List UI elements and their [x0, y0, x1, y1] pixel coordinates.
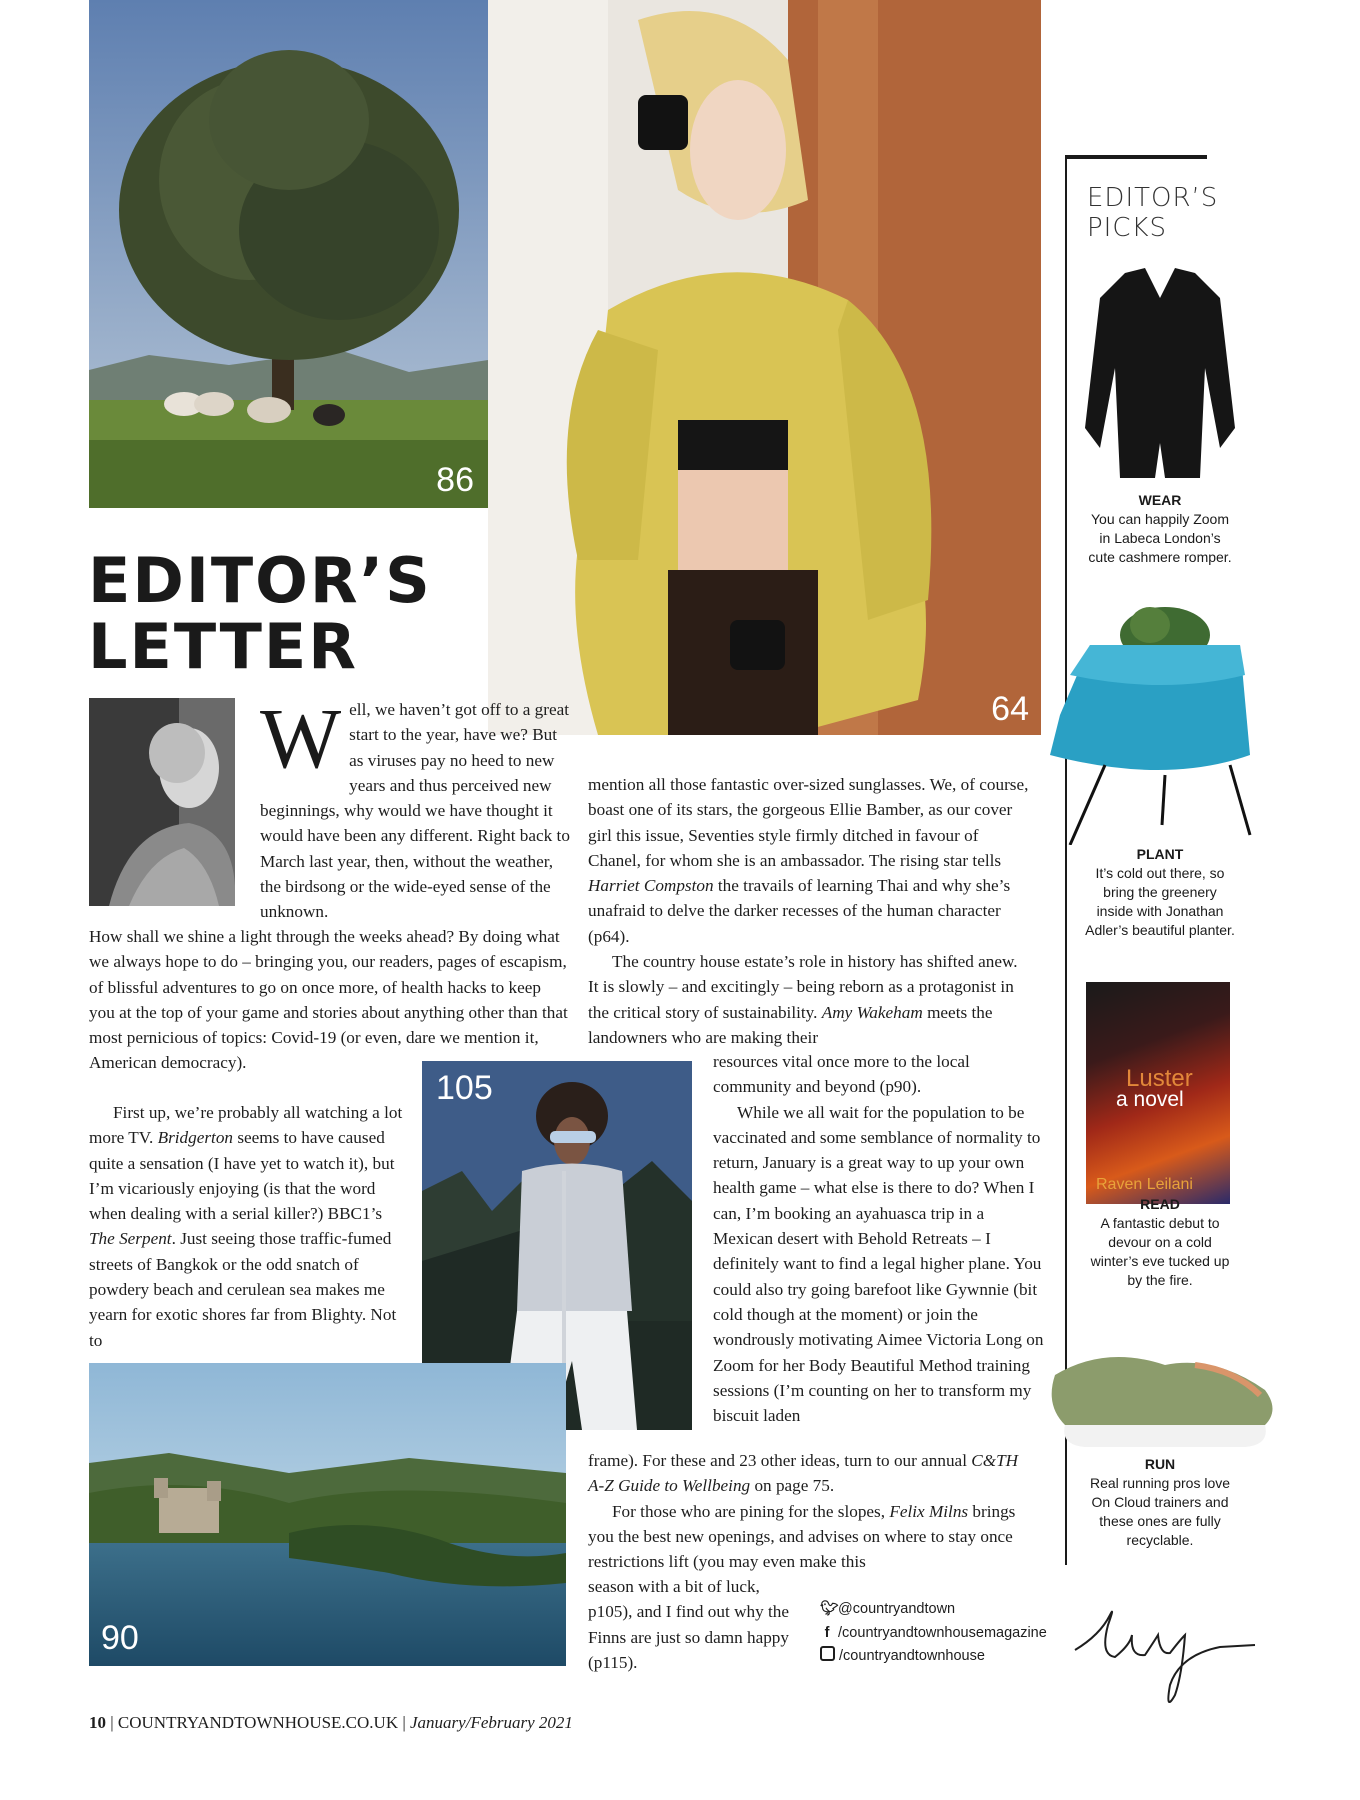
- pick-read-book: [1086, 982, 1230, 1204]
- pick-plant-image: [1050, 605, 1260, 845]
- col2-text-a: mention all those fantastic over-sized sunglasses. We, of course, boast one of its stars, the gorgeous Ellie Bamber, as our cover girl this issue, Seventies style firmly ditched in favour of Chanel, for whom she is an ambassador. The rising star tells: [588, 775, 1029, 870]
- book-title: Luster: [1126, 1065, 1193, 1092]
- pick-wear-label: WEAR: [1138, 492, 1182, 508]
- portrait-illustration: [89, 698, 235, 906]
- social-links: [820, 1598, 1080, 1669]
- tree-illustration: [89, 0, 488, 508]
- pick-wear-desc: You can happily Zoom in Labeca London’s cute cashmere romper.: [1088, 511, 1232, 565]
- book-subtitle: a novel: [1116, 1088, 1184, 1111]
- pick-read-desc: A fantastic debut to devour on a cold winter’s eve tucked up by the fire.: [1090, 1215, 1230, 1288]
- sidebar-title-line1: EDITOR’S: [1087, 183, 1219, 213]
- p2-text-c: . Just seeing those traffic-fumed streets of Bangkok or the odd snatch of powdery beach and cerulean sea makes me yearn for exotic shores far from Blighty. Not to: [89, 1229, 397, 1350]
- page-ref-105: 105: [436, 1069, 493, 1107]
- title-line1: EDITOR’S: [88, 544, 432, 617]
- p2-text-b: seems to have caused quite a sensation (I have yet to watch it), but I’m vicariously enjoying (is that the word when dealing with a serial killer?) BBC1’s: [89, 1128, 395, 1224]
- castle-illustration: [89, 1363, 566, 1666]
- page-number: 10: [89, 1713, 106, 1732]
- p3-text-a: The country house estate’s role in history has shifted anew. It is slowly – and excitingly – being reborn as a protagonist in the critical story of sustainability.: [588, 952, 1018, 1022]
- paragraph-2: [89, 1100, 409, 1353]
- pick-run-desc: Real running pros love On Cloud trainers and these ones are fully recyclable.: [1089, 1475, 1231, 1548]
- footer-sep-2: |: [402, 1713, 406, 1732]
- page-ref-90: 90: [101, 1619, 139, 1657]
- twitter-link[interactable]: [820, 1598, 1080, 1622]
- p3-em-amy: Amy Wakeham: [821, 1002, 923, 1022]
- signature-illustration: [1070, 1585, 1260, 1715]
- pick-run-label: RUN: [1144, 1456, 1176, 1472]
- sidebar-title: [1087, 183, 1218, 243]
- col2-em-harriet: Harriet Compston: [588, 876, 714, 896]
- planter-icon: [1050, 605, 1260, 845]
- page-title: [88, 544, 432, 683]
- cover-photo: [488, 0, 1041, 735]
- book-author: Raven Leilani: [1096, 1176, 1193, 1193]
- trainer-icon: [1045, 1335, 1285, 1455]
- instagram-handle: /countryandtownhouse: [839, 1648, 985, 1664]
- letter-col1-full: [89, 924, 571, 1076]
- intro-text: ell, we haven’t got off to a great start to the year, have we? But as viruses pay no heed to new years and thus perceived new beginnings, why would we have thought it would have been any different. Right back to March last year, then, without the weather, the birdsong or the wide-eyed sense of the unknown.: [260, 700, 570, 922]
- p3-text-b: meets the landowners who are making their: [588, 1002, 993, 1047]
- p2-em-serpent: The Serpent: [89, 1229, 172, 1249]
- instagram-icon: [820, 1646, 835, 1661]
- p2-em-bridgerton: Bridgerton: [157, 1128, 234, 1148]
- paragraph-3-cont: resources vital once more to the local community and beyond (p90).: [713, 1052, 970, 1097]
- footer-sep-1: |: [110, 1713, 114, 1732]
- cover-model-illustration: [488, 0, 1041, 735]
- pick-run-image: [1045, 1335, 1285, 1455]
- p5-text-b: brings you the best new openings, and advises on where to stay once restrictions lift (you may even make this: [588, 1501, 1016, 1572]
- letter-col2-low: [588, 1448, 1032, 1574]
- dropcap: W: [260, 690, 342, 786]
- footer-issue: January/February 2021: [410, 1713, 573, 1732]
- footer-site: COUNTRYANDTOWNHOUSE.CO.UK: [117, 1713, 399, 1732]
- pick-wear-image: [1080, 268, 1240, 488]
- facebook-icon: f: [824, 1624, 830, 1641]
- romper-icon: [1080, 268, 1240, 488]
- facebook-link[interactable]: [820, 1622, 1080, 1646]
- title-line2: LETTER: [88, 610, 358, 683]
- letter-col2-end: [588, 1574, 793, 1675]
- paragraph-5: [588, 1499, 1032, 1575]
- paragraph-3: [588, 949, 1032, 1050]
- letter-intro: [260, 690, 572, 925]
- p4-em-guide: C&TH A-Z Guide to Wellbeing: [588, 1451, 1019, 1496]
- editor-signature: [1070, 1585, 1260, 1715]
- p4-text-b: on page 75.: [750, 1476, 835, 1496]
- paragraph-4: While we all wait for the population to be vaccinated and some semblance of normality to return, January is a great way to up your own health game – what else is there to do? When I can, I’m booking an ayahuasca trip in a Mexican desert with Behold Retreats – I definitely want to find a legal higher plane. You could also try going barefoot like Gywnnie (bit cold though at the moment) or join the wondrously motivating Aimee Victoria Long on Zoom for her Body Beautiful Method training sessions (I’m counting on her to transform my biscuit laden: [713, 1102, 1044, 1426]
- editor-portrait: [89, 698, 235, 906]
- sidebar-rule-top: [1065, 155, 1207, 159]
- pick-plant-desc: It’s cold out there, so bring the greenery inside with Jonathan Adler’s beautiful planter.: [1085, 865, 1235, 938]
- tree-photo: [89, 0, 488, 508]
- pick-plant-label: PLANT: [1136, 846, 1184, 862]
- p5-text-a: For those who are pining for the slopes,: [612, 1501, 890, 1521]
- letter-col1-narrow: [89, 1100, 409, 1353]
- castle-photo: [89, 1363, 566, 1666]
- twitter-icon: 🐦︎: [820, 1601, 839, 1617]
- letter-col2-mid: [713, 1049, 1045, 1428]
- letter-col2-top: [588, 772, 1032, 1050]
- instagram-link[interactable]: [820, 1645, 1080, 1669]
- page-footer: [89, 1713, 573, 1733]
- paragraph-1-cont: How shall we shine a light through the weeks ahead? By doing what we always hope to do – bringing you, our readers, pages of escapism, of blissful adventures to go on once more, of health hacks to keep you at the top of your game and stories about anything other than that most pernicious of topics: Covid-19 (or even, dare we mention it, American democracy).: [89, 927, 568, 1073]
- twitter-handle: @countryandtown: [838, 1601, 956, 1617]
- page-ref-64: 64: [991, 690, 1029, 728]
- paragraph-2-cont: [588, 772, 1032, 949]
- page-ref-86: 86: [436, 461, 474, 499]
- facebook-handle: /countryandtownhousemagazine: [838, 1624, 1047, 1641]
- p5-em-felix: Felix Milns: [889, 1501, 969, 1521]
- paragraph-5-end: season with a bit of luck, p105), and I find out why the Finns are just so damn happy (p115).: [588, 1577, 789, 1672]
- sidebar-title-line2: PICKS: [1087, 213, 1168, 243]
- p4-text-a: frame). For these and 23 other ideas, turn to our annual: [588, 1451, 972, 1470]
- pick-read-label: READ: [1140, 1196, 1180, 1212]
- p2-text-a: First up, we’re probably all watching a lot more TV.: [89, 1103, 403, 1148]
- paragraph-4-cont: [588, 1448, 1032, 1499]
- col2-text-b: the travails of learning Thai and why she’s unafraid to delve the darker recesses of the human character (p64).: [588, 876, 1011, 946]
